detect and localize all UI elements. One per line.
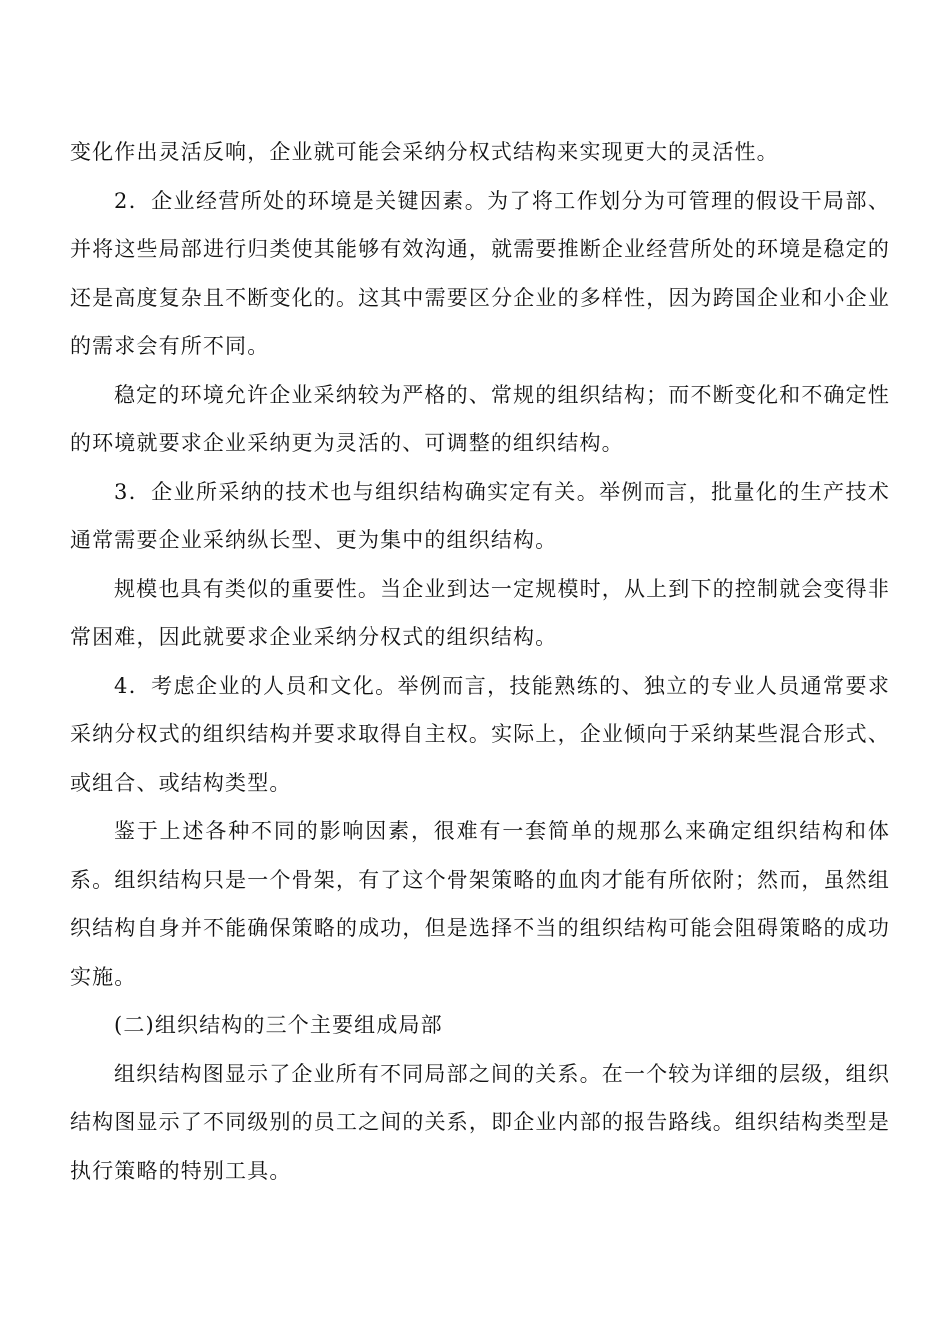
paragraph-summary: 鉴于上述各种不同的影响因素，很难有一套简单的规那么来确定组织结构和体系。组织结构只是一个骨架，有了这个骨架策略的血肉才能有所依附；然而，虽然组织结构自身并不能确保策略的成功，但是选择不当的组织结构可能会阻碍策略的成功实施。 [70, 819, 890, 989]
paragraph-environment-factor: 2．企业经营所处的环境是关键因素。为了将工作划分为可管理的假设干局部、并将这些局部进行归类使其能够有效沟通，就需要推断企业经营所处的环境是稳定的还是高度复杂且不断变化的。这其中需要区分企业的多样性，因为跨国企业和小企业的需求会有所不同。 [70, 188, 890, 358]
paragraph-stable-environment: 稳定的环境允许企业采纳较为严格的、常规的组织结构；而不断变化和不确定性的环境就要求企业采纳更为灵活的、可调整的组织结构。 [70, 382, 890, 455]
paragraph-technology-factor: 3．企业所采纳的技术也与组织结构确实定有关。举例而言，批量化的生产技术通常需要企业采纳纵长型、更为集中的组织结构。 [70, 479, 890, 552]
document-page [70, 128, 890, 1195]
section-heading: (二)组织结构的三个主要组成局部 [114, 1013, 443, 1037]
paragraph-org-chart: 组织结构图显示了企业所有不同局部之间的关系。在一个较为详细的层级，组织结构图显示了不同级别的员工之间的关系，即企业内部的报告路线。组织结构类型是执行策略的特别工具。 [70, 1061, 890, 1183]
paragraph-scale-factor: 规模也具有类似的重要性。当企业到达一定规模时，从上到下的控制就会变得非常困难，因此就要求企业采纳分权式的组织结构。 [70, 576, 890, 649]
paragraph-people-culture-factor: 4．考虑企业的人员和文化。举例而言，技能熟练的、独立的专业人员通常要求采纳分权式的组织结构并要求取得自主权。实际上，企业倾向于采纳某些混合形式、或组合、或结构类型。 [70, 673, 890, 795]
paragraph-continuation: 变化作出灵活反响，企业就可能会采纳分权式结构来实现更大的灵活性。 [70, 140, 779, 164]
